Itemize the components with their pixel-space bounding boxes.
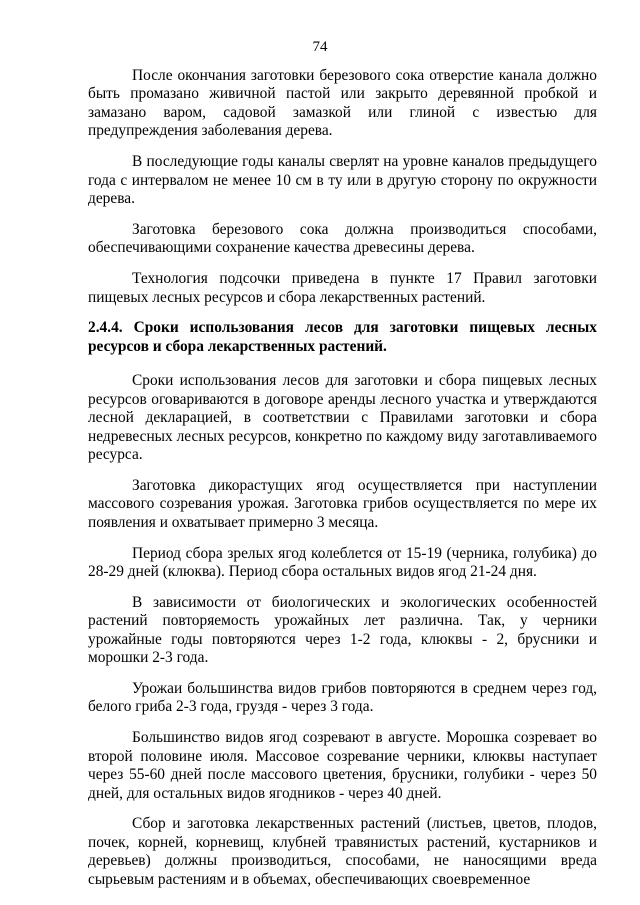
paragraph-sap-harvest-methods: Заготовка березового сока должна производиться способами, обеспечивающими сохранение качества древесины дерева. — [88, 220, 597, 257]
paragraph-medicinal-plants: Сбор и заготовка лекарственных растений (листьев, цветов, плодов, почек, корней, корневищ, клубней травянистых растений, кустарников и деревьев) должны производиться, способами, не наносящими вреда сырьевым растениям и в объемах, обеспечивающих своевременное — [88, 815, 597, 888]
paragraph-drilling-interval: В последующие годы каналы сверлят на уровне каналов предыдущего года с интервалом не менее 10 см в ту или в другую сторону по окружности дерева. — [88, 153, 597, 207]
page-number: 74 — [312, 39, 328, 55]
paragraph-berry-mushroom-harvest: Заготовка дикорастущих ягод осуществляется при наступлении массового созревания урожая. Заготовка грибов осуществляется по мере их появления и охватывает примерно 3 месяца. — [88, 476, 597, 531]
paragraph-mushroom-yields: Урожаи большинства видов грибов повторяются в среднем через год, белого гриба 2-3 года, груздя - через 3 года. — [88, 679, 597, 716]
paragraph-yield-frequency: В зависимости от биологических и экологических особенностей растений повторяемость урожайных лет различна. Так, у черники урожайные годы повторяются через 1-2 года, клюквы - 2, брусники и морошки 2-3 года. — [88, 593, 597, 667]
paragraph-usage-terms: Сроки использования лесов для заготовки и сбора пищевых лесных ресурсов оговариваются в договоре аренды лесного участка и утверждаются лесной декларацией, в соответствии с Правилами заготовки и сбора недревесных лесных ресурсов, конкретно по каждому виду заготавливаемого ресурса. — [88, 372, 597, 463]
page-body — [88, 67, 597, 902]
paragraph-sap-hole-sealing: После окончания заготовки березового сока отверстие канала должно быть промазано живичной пастой или закрыто деревянной пробкой и замазано варом, садовой замазкой или глиной с известью для предупреждения заболевания дерева. — [88, 67, 597, 140]
paragraph-berry-picking-period: Период сбора зрелых ягод колеблется от 15-19 (черника, голубика) до 28-29 дней (клюква). Период сбора остальных видов ягод 21-24 дня. — [88, 544, 597, 580]
paragraph-ripening-times: Большинство видов ягод созревают в августе. Морошка созревает во второй половине июля. Массовое созревание черники, клюквы наступает через 55-60 дней после массового цветения, брусники, голубики - через 50 дней, для остальных видов ягодников - через 40 дней. — [88, 729, 597, 802]
paragraph-tapping-technology: Технология подсочки приведена в пункте 17 Правил заготовки пищевых лесных ресурсов и сбора лекарственных растений. — [88, 270, 597, 306]
section-heading: 2.4.4. Сроки использования лесов для заготовки пищевых лесных ресурсов и сбора лекарственных растений. — [88, 319, 597, 355]
